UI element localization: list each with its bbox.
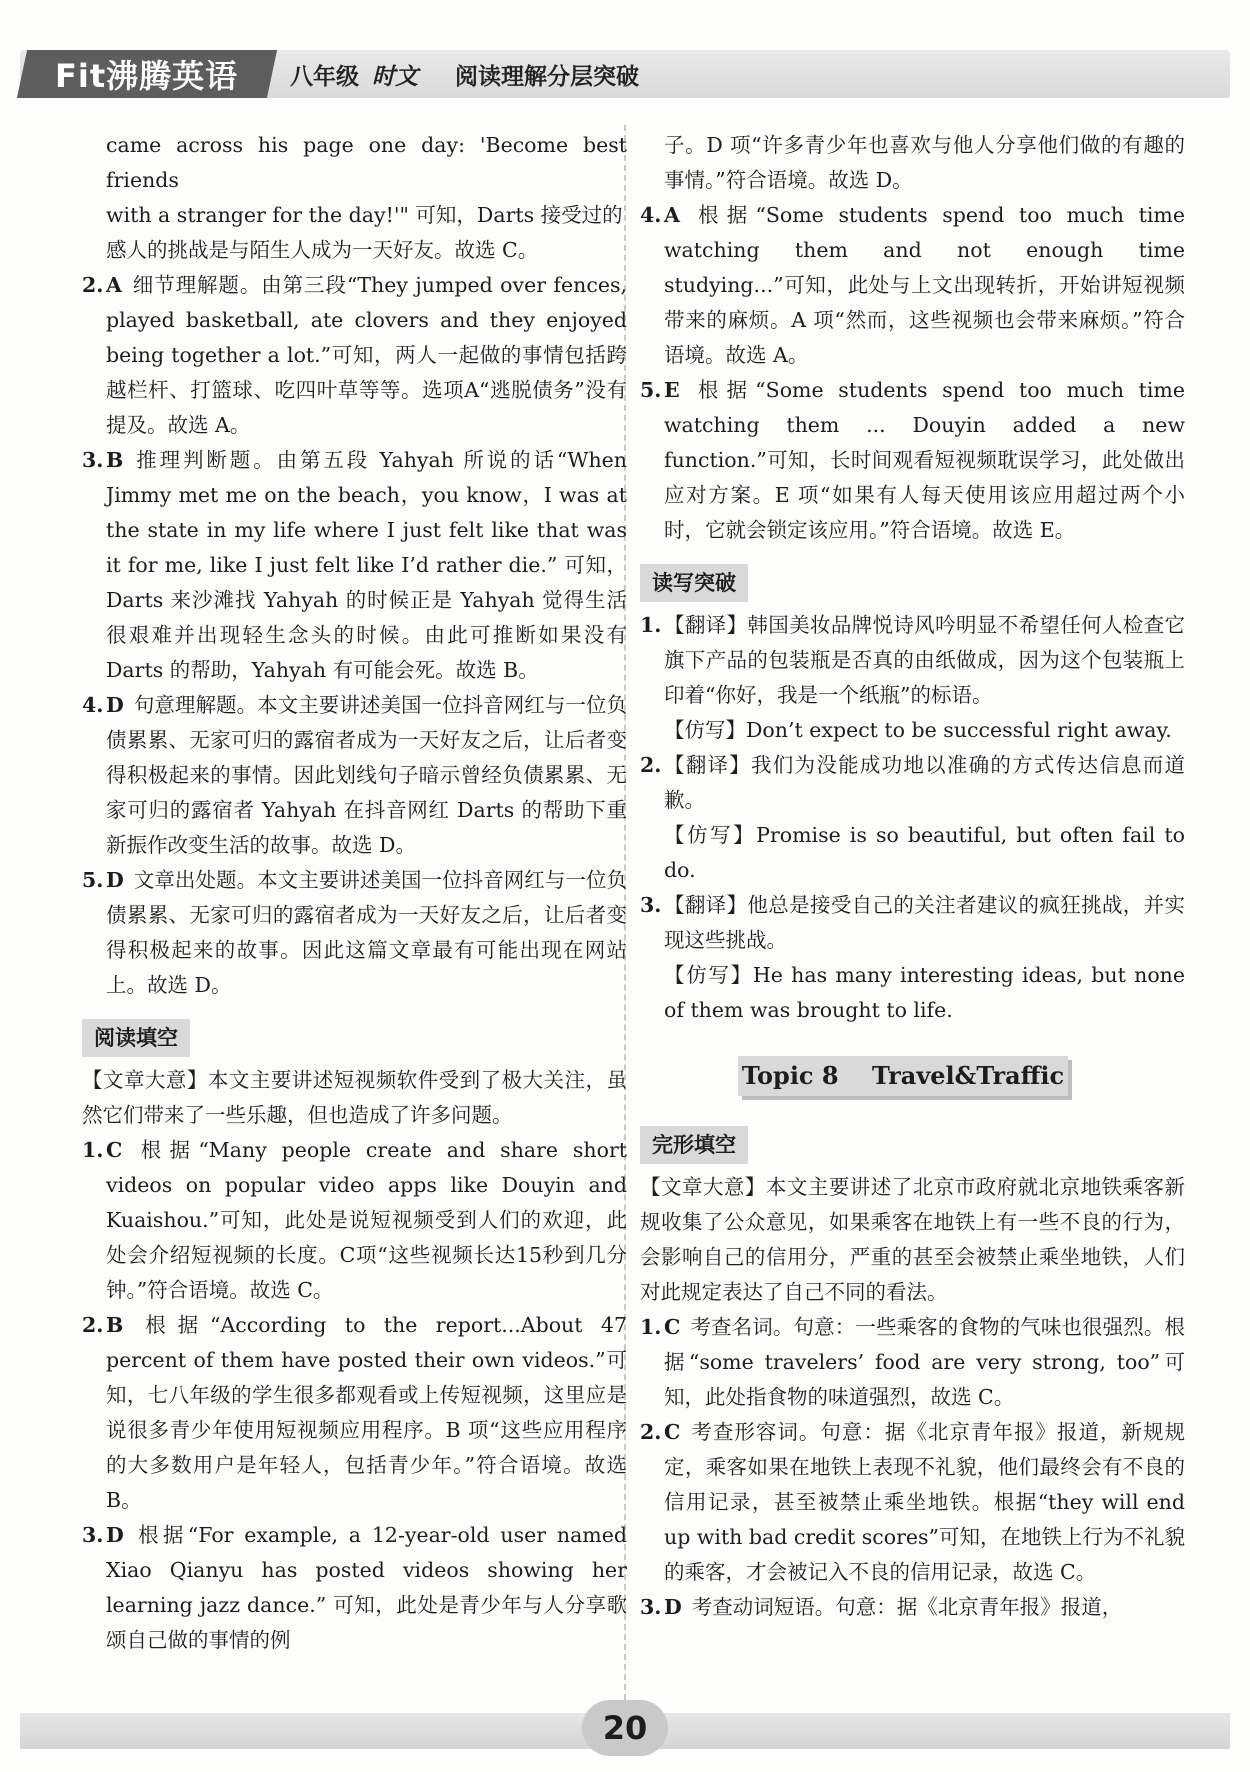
- explanation-text: 根据“Many people create and share short videos on popular video apps like Douyin and Kuaishou.”可知，此处是说短视频受到人们的欢迎，此处会介绍短视频的长度。C项“这些视频长达15秒到几分钟。”符合语境。故选 C。: [106, 1138, 627, 1302]
- left-column: [82, 128, 627, 1658]
- item-text: [106, 863, 627, 1003]
- item-text: [664, 1310, 1185, 1415]
- translation-list: [640, 608, 1185, 1028]
- answer-item: [640, 1310, 1185, 1415]
- item-text: [106, 688, 627, 863]
- article-summary: 【文章大意】本文主要讲述短视频软件受到了极大关注，虽然它们带来了一些乐趣，但也造成了许多问题。: [82, 1068, 627, 1127]
- section-heading-reading-writing: 读写突破: [640, 564, 748, 602]
- item-number: 2.: [82, 273, 104, 297]
- answer-letter: D: [106, 693, 124, 717]
- translation-item: [640, 888, 1185, 1028]
- imitation-text: 【仿写】Promise is so beautiful, but often fail to do.: [664, 823, 1185, 882]
- answer-letter: D: [106, 1523, 124, 1547]
- item-text: [106, 1133, 627, 1308]
- answer-list: [82, 268, 627, 1003]
- answer-item: [82, 268, 627, 443]
- page-header: [0, 0, 1250, 120]
- page-number: 20: [582, 1700, 668, 1756]
- answer-letter: E: [664, 378, 680, 402]
- answer-item: [640, 373, 1185, 548]
- item-number: 3.: [640, 893, 662, 917]
- explanation-text: 根据“According to the report...About 47 percent of them have posted their own videos.”可知，七八年级的学生很多都观看或上传短视频，这里应是说很多青少年使用短视频应用程序。B 项“这些应用程序的大多数用户是年轻人，包括青少年。”符合语境。故选 B。: [106, 1313, 627, 1512]
- answer-letter: B: [106, 448, 124, 472]
- answer-list: [640, 1310, 1185, 1625]
- explanation-text: 考查形容词。句意：据《北京青年报》报道，新规规定，乘客如果在地铁上表现不礼貌，他们最终会有不良的信用记录，甚至被禁止乘坐地铁。根据“they will end up with bad credit scores”可知，在地铁上行为不礼貌的乘客，才会被记入不良的信用记录，故选 C。: [664, 1420, 1186, 1584]
- item-text: [106, 1308, 627, 1518]
- brand-logo-text: Fit沸腾英语: [55, 57, 239, 95]
- answer-item: [82, 1133, 627, 1308]
- item-number: 1.: [640, 613, 662, 637]
- item-number: 3.: [82, 1523, 104, 1547]
- answer-item: [640, 198, 1185, 373]
- item-text: [106, 268, 627, 443]
- continued-answer: [82, 128, 627, 268]
- item-number: 5.: [82, 868, 104, 892]
- item-text: [664, 373, 1185, 548]
- answer-letter: A: [106, 273, 122, 297]
- answer-letter: D: [106, 868, 124, 892]
- answer-item: [640, 1415, 1185, 1590]
- answer-letter: C: [664, 1315, 681, 1339]
- answer-letter: C: [106, 1138, 123, 1162]
- answer-item: [82, 1308, 627, 1518]
- answer-list: [640, 198, 1185, 548]
- item-number: 3.: [82, 448, 104, 472]
- explanation-text: 根据“Some students spend too much time watching them ... Douyin added a new function.”可知，长时间观看短视频耽误学习，此处做出应对方案。E 项“如果有人每天使用该应用超过两个小时，它就会锁定该应用。”符合语境。故选 E。: [664, 378, 1185, 542]
- explanation-text: 句意理解题。本文主要讲述美国一位抖音网红与一位负债累累、无家可归的露宿者成为一天好友之后，让后者变得积极起来的事情。因此划线句子暗示曾经负债累累、无家可归的露宿者 Yahyah 在抖音网红 Darts 的帮助下重新振作改变生活的故事。故选 D。: [106, 693, 627, 857]
- answer-item: [82, 443, 627, 688]
- answer-letter: D: [664, 1595, 682, 1619]
- item-number: 1.: [640, 1315, 662, 1339]
- continued-answer: 子。D 项“许多青少年也喜欢与他人分享他们做的有趣的事情。”符合语境。故选 D。: [664, 133, 1185, 192]
- answer-letter: C: [664, 1420, 681, 1444]
- item-number: 1.: [82, 1138, 104, 1162]
- explanation-text: 根据“For example, a 12-year-old user named Xiao Qianyu has posted videos showing her learning jazz dance.” 可知，此处是青少年与人分享歌颂自己做的事情的例: [106, 1523, 627, 1652]
- translation-body: [664, 608, 1185, 748]
- translation-item: [640, 608, 1185, 748]
- section-heading-cloze: 完形填空: [640, 1126, 748, 1164]
- item-text: [664, 1590, 1185, 1625]
- translation-text: 【翻译】他总是接受自己的关注者建议的疯狂挑战，并实现这些挑战。: [664, 893, 1185, 952]
- book-title: 阅读理解分层突破: [455, 64, 639, 90]
- item-number: 4.: [82, 693, 104, 717]
- section-heading-reading-fill: 阅读填空: [82, 1019, 190, 1057]
- explanation-text: 细节理解题。由第三段“They jumped over fences, played basketball, ate clovers and they enjoyed being together a lot.”可知，两人一起做的事情包括跨越栏杆、打篮球、吃四叶草等等。选项A“逃脱债务”没有提及。故选 A。: [106, 273, 627, 437]
- item-text: [664, 1415, 1185, 1590]
- item-number: 2.: [640, 1420, 662, 1444]
- answer-letter: A: [664, 203, 680, 227]
- translation-item: [640, 748, 1185, 888]
- answer-item: [82, 1518, 627, 1658]
- explanation-text: 推理判断题。由第五段 Yahyah 所说的话“When Jimmy met me on the beach，you know，I was at the state in my life where I just felt like that was it for me, like I just felt like I’d rather die.” 可知，Darts 来沙滩找 Yahyah 的时候正是 Yahyah 觉得生活很艰难并出现轻生念头的时候。由此可推断如果没有 Darts 的帮助，Yahyah 有可能会死。故选 B。: [106, 448, 627, 682]
- answer-item: [640, 1590, 1185, 1625]
- explanation-text: 考查名词。句意：一些乘客的食物的气味也很强烈。根据“some travelers’ food are very strong, too”可知，此处指食物的味道强烈，故选 C。: [664, 1315, 1185, 1409]
- article-summary: 【文章大意】本文主要讲述了北京市政府就北京地铁乘客新规收集了公众意见，如果乘客在地铁上有一些不良的行为，会影响自己的信用分，严重的甚至会被禁止乘坐地铁，人们对此规定表达了自己不同的看法。: [640, 1175, 1185, 1304]
- translation-text: 【翻译】韩国美妆品牌悦诗风吟明显不希望任何人检查它旗下产品的包装瓶是否真的由纸做成，因为这个包装瓶上印着“你好，我是一个纸瓶”的标语。: [664, 613, 1185, 707]
- imitation-text: 【仿写】He has many interesting ideas, but none of them was brought to life.: [664, 963, 1185, 1022]
- imitation-text: 【仿写】Don’t expect to be successful right away.: [664, 718, 1172, 742]
- item-text: [106, 443, 627, 688]
- brand-logo: [17, 50, 277, 98]
- answer-list: [82, 1133, 627, 1658]
- intro-line-1: came across his page one day: 'Become best friends: [106, 133, 627, 192]
- translation-body: [664, 888, 1185, 1028]
- topic-heading: Topic 8 Travel&Traffic: [738, 1056, 1068, 1096]
- item-number: 2.: [640, 753, 662, 777]
- explanation-text: 文章出处题。本文主要讲述美国一位抖音网红与一位负债累累、无家可归的露宿者成为一天好友之后，让后者变得积极起来的故事。因此这篇文章最有可能出现在网站上。故选 D。: [106, 868, 627, 997]
- explanation-text: 根据“Some students spend too much time watching them and not enough time studying...”可知，此处与上文出现转折，开始讲短视频带来的麻烦。A 项“然而，这些视频也会带来麻烦。”符合语境。故选 A。: [664, 203, 1185, 367]
- explanation-text: 考查动词短语。句意：据《北京青年报》报道，: [691, 1595, 1123, 1619]
- edition-label: 时文: [372, 63, 418, 90]
- translation-text: 【翻译】我们为没能成功地以准确的方式传达信息而道歉。: [664, 753, 1185, 812]
- item-text: [664, 198, 1185, 373]
- translation-body: [664, 748, 1185, 888]
- answer-letter: B: [106, 1313, 124, 1337]
- intro-line-3: 感人的挑战是与陌生人成为一天好友。故选 C。: [106, 238, 539, 262]
- item-number: 4.: [640, 203, 662, 227]
- right-column: [640, 128, 1185, 1625]
- item-number: 5.: [640, 378, 662, 402]
- answer-item: [82, 688, 627, 863]
- item-number: 2.: [82, 1313, 104, 1337]
- answer-item: [82, 863, 627, 1003]
- grade-label: 八年级: [290, 64, 359, 90]
- item-text: [106, 1518, 627, 1658]
- intro-line-2: with a stranger for the day!'" 可知，Darts 接受过的: [106, 203, 623, 227]
- item-number: 3.: [640, 1595, 662, 1619]
